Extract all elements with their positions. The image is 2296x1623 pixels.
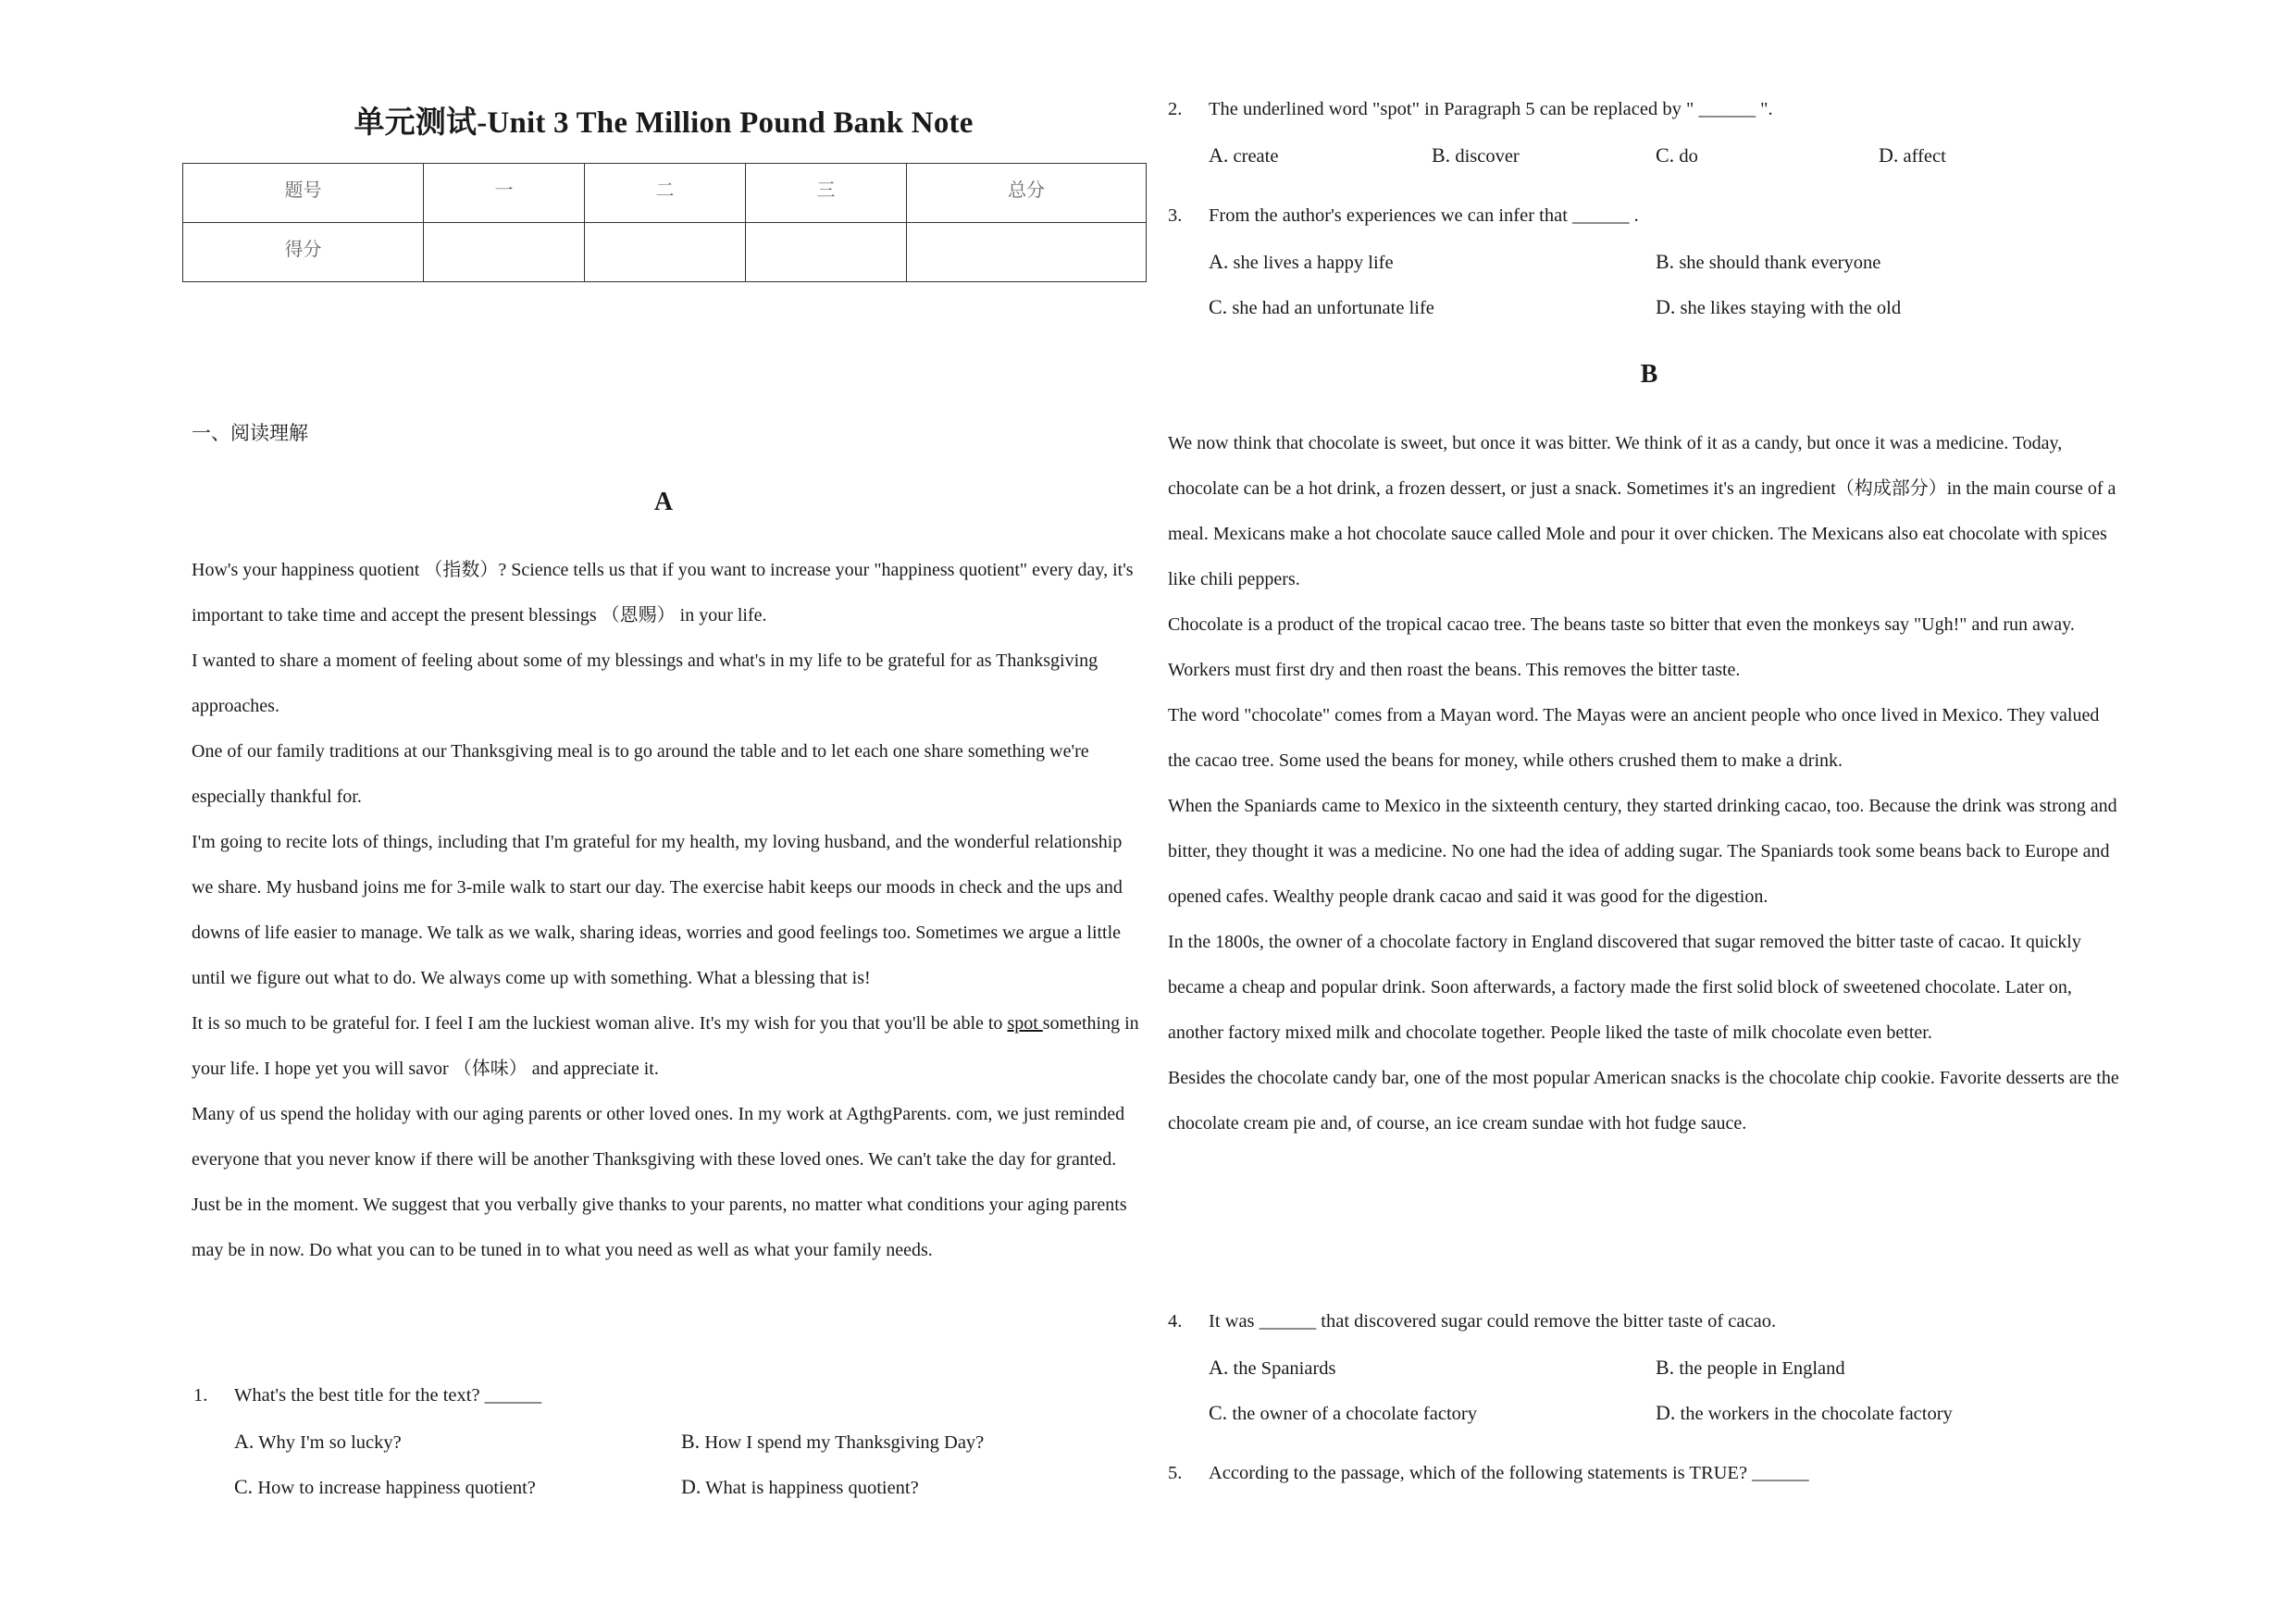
option-3a[interactable]: A. she lives a happy life	[1209, 250, 1394, 273]
question-stem: According to the passage, which of the following statements is TRUE? ______	[1209, 1463, 1809, 1483]
paragraph: When the Spaniards came to Mexico in the sixteenth century, they started drinking cacao, too. Because the drink was strong and bitter, they thought it was a medicine. No one had the idea of adding sugar. The Spaniards took some beans back to Europe and opened cafes. Wealthy people drank cacao and said it was good for the digestion.	[1168, 796, 2117, 907]
score-header-cell: 题号	[183, 164, 424, 223]
paragraph: The word "chocolate" comes from a Mayan word. The Mayas were an ancient people who once lived in Mexico. They valued the cacao tree. Some used the beans for money, while others crushed them to make a drink.	[1168, 705, 2100, 771]
score-header-cell: 三	[746, 164, 907, 223]
score-header-cell: 二	[585, 164, 746, 223]
option-1d[interactable]: D. What is happiness quotient?	[681, 1475, 919, 1498]
score-input-cell[interactable]	[585, 223, 746, 282]
section-heading: 一、阅读理解	[192, 422, 308, 444]
option-4b[interactable]: B. the people in England	[1656, 1356, 1845, 1379]
score-table	[182, 163, 1147, 282]
question-stem: What's the best title for the text? ______	[234, 1385, 542, 1406]
paragraph: One of our family traditions at our Thanksgiving meal is to go around the table and to let each one share something we're especially thankful for.	[192, 741, 1089, 807]
paragraph: How's your happiness quotient （指数）? Science tells us that if you want to increase your "happiness quotient" every day, it's important to take time and accept the present blessings （恩赐） in your life.	[192, 560, 1134, 626]
option-3c[interactable]: C. she had an unfortunate life	[1209, 295, 1434, 318]
option-2b[interactable]: B. discover	[1432, 143, 1520, 167]
paragraph: I'm going to recite lots of things, including that I'm grateful for my health, my loving husband, and the wonderful relationship we share. My husband joins me for 3-mile walk to start our day. The exercise habit keeps our moods in check and the ups and downs of life easier to manage. We talk as we walk, sharing ideas, worries and good feelings too. Sometimes we argue a little until we figure out what to do. We always come up with something. What a blessing that is!	[192, 832, 1123, 988]
option-4c[interactable]: C. the owner of a chocolate factory	[1209, 1401, 1477, 1424]
score-header-cell: 一	[424, 164, 585, 223]
paragraph: Chocolate is a product of the tropical cacao tree. The beans taste so bitter that even the monkeys say "Ugh!" and run away. Workers must first dry and then roast the beans. This removes the bitter taste.	[1168, 614, 2075, 680]
option-1b[interactable]: B. How I spend my Thanksgiving Day?	[681, 1430, 985, 1453]
underlined-word: spot	[1007, 1013, 1043, 1034]
question-number: 3.	[1168, 205, 1183, 226]
question-number: 2.	[1168, 99, 1183, 119]
option-4a[interactable]: A. the Spaniards	[1209, 1356, 1336, 1379]
question-stem: From the author's experiences we can infer that ______ .	[1209, 205, 1639, 226]
paragraph: Besides the chocolate candy bar, one of the most popular American snacks is the chocolate chip cookie. Favorite desserts are the chocolate cream pie and, of course, an ice cream sundae with hot fudge sauce.	[1168, 1068, 2119, 1134]
question-stem: It was ______ that discovered sugar could remove the bitter taste of cacao.	[1209, 1311, 1777, 1332]
score-input-cell[interactable]	[746, 223, 907, 282]
option-2c[interactable]: C. do	[1656, 143, 1698, 167]
option-2d[interactable]: D. affect	[1879, 143, 1946, 167]
paragraph: We now think that chocolate is sweet, but once it was bitter. We think of it as a candy, but once it was a medicine. Today, chocolate can be a hot drink, a frozen dessert, or just a snack. Sometimes it's an ingredient（构成部分）in the main course of a meal. Mexicans make a hot chocolate sauce called Mole and pour it over chicken. The Mexicans also eat chocolate with spices like chili peppers.	[1168, 433, 2116, 589]
paragraph: In the 1800s, the owner of a chocolate factory in England discovered that sugar removed the bitter taste of cacao. It quickly became a cheap and popular drink. Soon afterwards, a factory made the first solid block of sweetened chocolate. Later on, another factory mixed milk and chocolate together. People liked the taste of milk chocolate even better.	[1168, 932, 2081, 1043]
score-input-cell[interactable]	[907, 223, 1147, 282]
passage-b-heading: B	[1640, 360, 1658, 389]
option-1c[interactable]: C. How to increase happiness quotient?	[234, 1475, 536, 1498]
passage-a-body	[192, 548, 1145, 1273]
question-number: 4.	[1168, 1311, 1183, 1332]
question-number: 5.	[1168, 1463, 1183, 1483]
question-number: 1.	[193, 1385, 208, 1406]
option-4d[interactable]: D. the workers in the chocolate factory	[1656, 1401, 1953, 1424]
score-header-cell: 总分	[907, 164, 1147, 223]
score-table-score-row	[183, 223, 1147, 282]
passage-a-heading: A	[653, 488, 674, 516]
score-input-cell[interactable]	[424, 223, 585, 282]
document-title: 单元测试-Unit 3 The Million Pound Bank Note	[354, 106, 974, 140]
paragraph-with-underline: It is so much to be grateful for. I feel I am the luckiest woman alive. It's my wish for you that you'll be able to spot something in your life. I hope yet you will savor （体味） and appreciate it.	[192, 1013, 1139, 1079]
option-2a[interactable]: A. create	[1209, 143, 1279, 167]
option-3d[interactable]: D. she likes staying with the old	[1656, 295, 1902, 318]
option-3b[interactable]: B. she should thank everyone	[1656, 250, 1881, 273]
score-table-header-row	[183, 164, 1147, 223]
paragraph: Many of us spend the holiday with our aging parents or other loved ones. In my work at AgthgParents. com, we just reminded everyone that you never know if there will be another Thanksgiving with these loved ones. We can't take the day for granted. Just be in the moment. We suggest that you verbally give thanks to your parents, no matter what conditions your aging parents may be in now. Do what you can to be tuned in to what you need as well as what your family needs.	[192, 1104, 1127, 1260]
paragraph: I wanted to share a moment of feeling about some of my blessings and what's in my life to be grateful for as Thanksgiving approaches.	[192, 650, 1098, 716]
passage-b-body	[1168, 421, 2121, 1146]
score-row-label: 得分	[183, 223, 424, 282]
option-1a[interactable]: A. Why I'm so lucky?	[234, 1430, 402, 1453]
question-stem: The underlined word "spot" in Paragraph 5 can be replaced by " ______ ".	[1209, 99, 1773, 119]
